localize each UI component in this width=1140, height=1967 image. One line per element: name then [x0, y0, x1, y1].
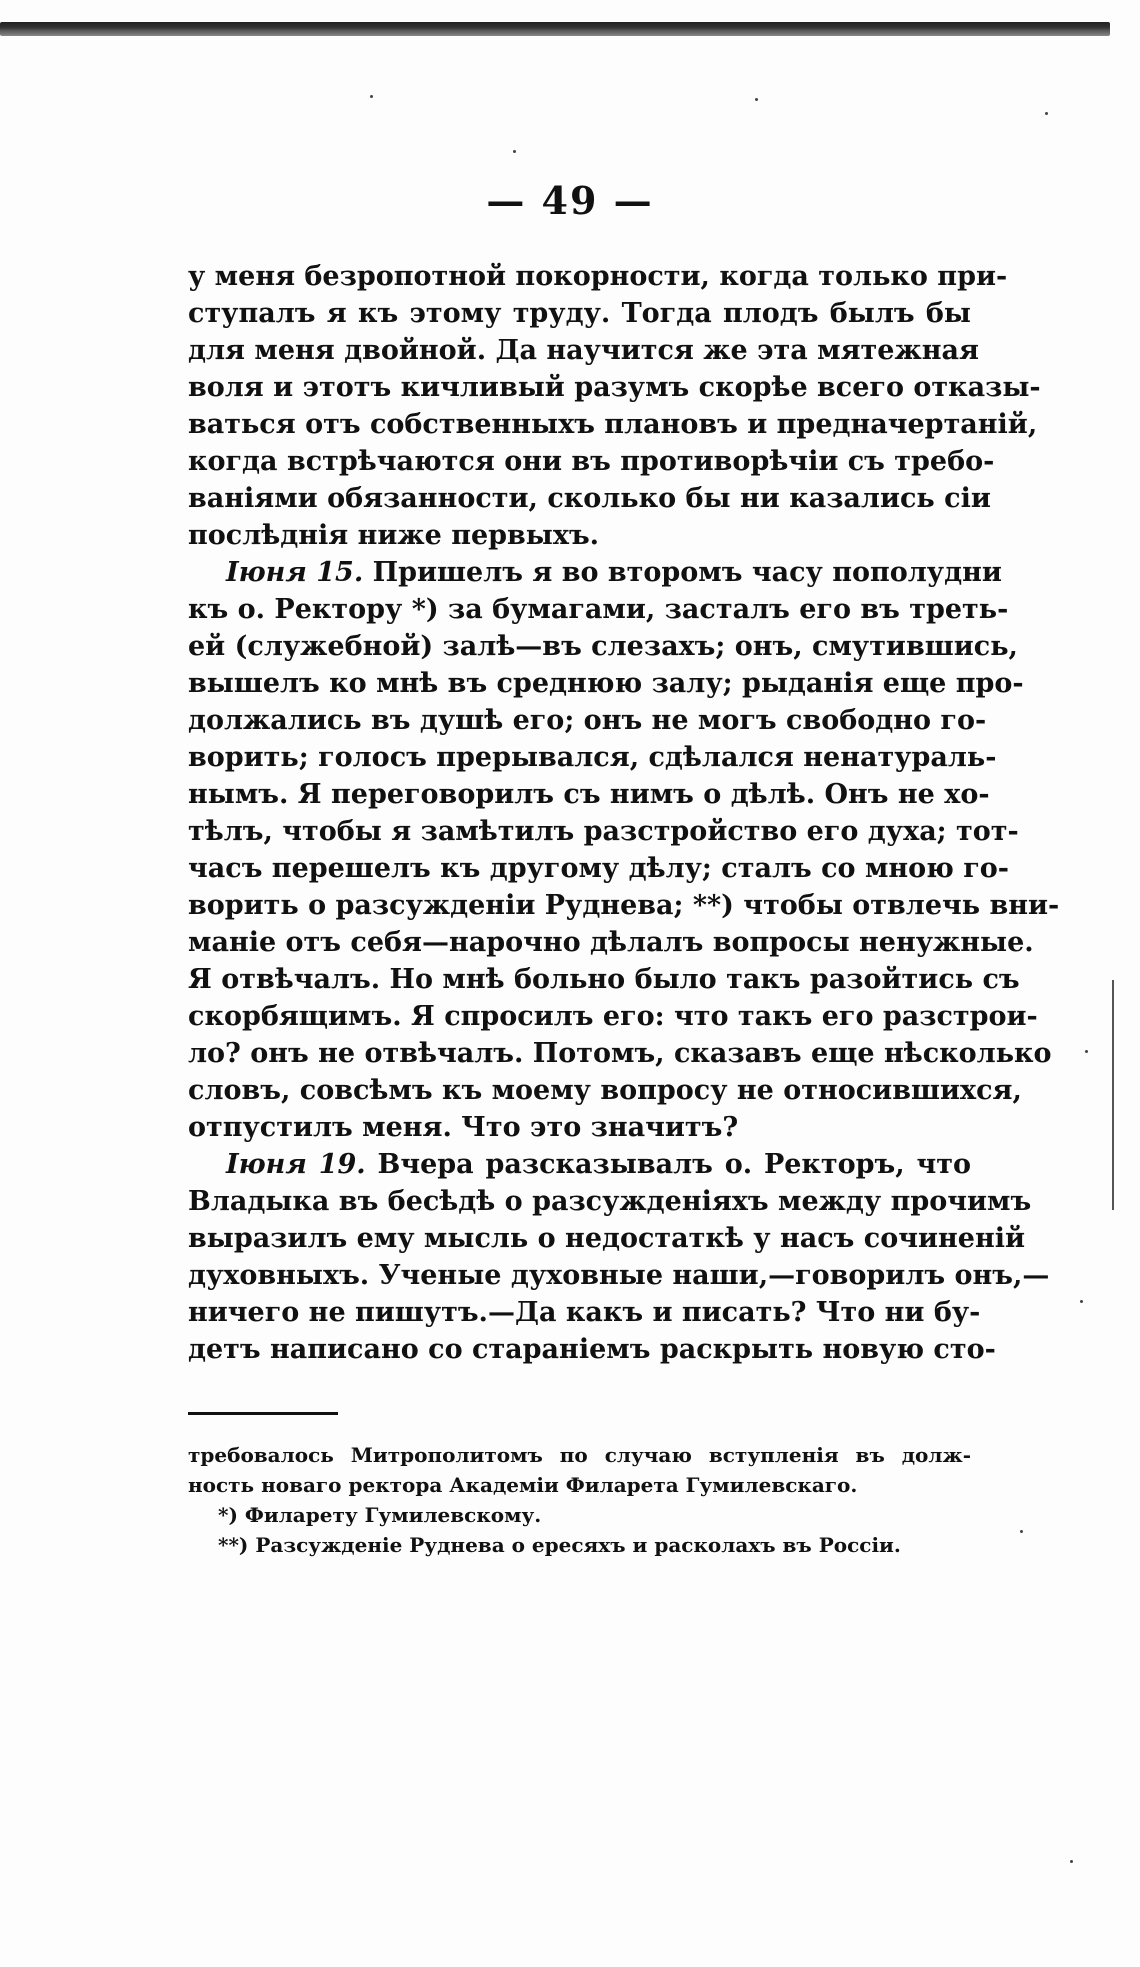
- footnote-divider: [188, 1412, 338, 1415]
- footnote-line: требовалось Митрополитомъ по случаю вступленія въ долж-: [188, 1443, 971, 1467]
- text-line: Я отвѣчалъ. Но мнѣ больно было такъ разойтись съ: [188, 964, 1020, 995]
- text-line: отпустилъ меня. Что это значитъ?: [188, 1112, 739, 1143]
- text-line: ло? онъ не отвѣчалъ. Потомъ, сказавъ еще нѣсколько: [188, 1038, 1052, 1069]
- footnote-line: **) Разсужденіе Руднева о ересяхъ и расколахъ въ Россіи.: [218, 1533, 901, 1557]
- entry-june-19-first-line: [188, 1146, 971, 1183]
- entry-date: Іюня 19.: [226, 1149, 366, 1180]
- text-line: воля и этотъ кичливый разумъ скорѣе всего отказы-: [188, 372, 1041, 403]
- scan-speck: [755, 98, 758, 101]
- text-line: у меня безропотной покорности, когда только при-: [188, 261, 1008, 292]
- text-line: духовныхъ. Ученые духовные наши,—говорилъ онъ,—: [188, 1260, 1050, 1291]
- scan-speck: [1020, 1530, 1023, 1533]
- entry-june-15-first-line: [188, 554, 1002, 591]
- scan-speck: [1085, 1050, 1088, 1053]
- scan-speck: [513, 150, 516, 153]
- text-line: къ о. Ректору *) за бумагами, засталъ его въ треть-: [188, 594, 1009, 625]
- text-line: должались въ душѣ его; онъ не могъ свободно го-: [188, 705, 987, 736]
- scan-speck: [1080, 1300, 1083, 1303]
- footnote-line: *) Филарету Гумилевскому.: [218, 1503, 542, 1527]
- text-line: скорбящимъ. Я спросилъ его: что такъ его разстрои-: [188, 1001, 1038, 1032]
- text-line: детъ написано со стараніемъ раскрыть новую сто-: [188, 1334, 996, 1365]
- scan-edge-mark: [1112, 980, 1114, 1210]
- top-border-rule: [0, 22, 1110, 36]
- text-line: когда встрѣчаются они въ противорѣчіи съ требо-: [188, 446, 995, 477]
- text-line: ваться отъ собственныхъ плановъ и предначертаній,: [188, 409, 1038, 440]
- text-line: ворить о разсужденіи Руднева; **) чтобы отвлечь вни-: [188, 890, 1060, 921]
- text-line: нымъ. Я переговорилъ съ нимъ о дѣлѣ. Онъ не хо-: [188, 779, 990, 810]
- entry-text: Вчера разсказывалъ о. Ректоръ, что: [365, 1149, 972, 1180]
- page-number: — 49 —: [486, 178, 654, 223]
- text-line: ничего не пишутъ.—Да какъ и писать? Что ни бу-: [188, 1297, 981, 1328]
- scan-speck: [1070, 1860, 1073, 1863]
- text-line: маніе отъ себя—нарочно дѣлалъ вопросы ненужные.: [188, 927, 1034, 958]
- text-line: ваніями обязанности, сколько бы ни казались сіи: [188, 483, 991, 514]
- footnotes: [188, 1440, 971, 1560]
- footnote-line: ность новаго ректора Академіи Филарета Гумилевскаго.: [188, 1473, 858, 1497]
- scan-speck: [370, 95, 373, 98]
- text-line: выразилъ ему мысль о недостаткѣ у насъ сочиненій: [188, 1223, 1025, 1254]
- body-text: [188, 258, 1060, 1368]
- text-line: ворить; голосъ прерывался, сдѣлался ненатураль-: [188, 742, 997, 773]
- text-line: часъ перешелъ къ другому дѣлу; сталъ со мною го-: [188, 853, 1010, 884]
- entry-text: Пришелъ я во второмъ часу пополудни: [363, 557, 1002, 588]
- scan-speck: [1045, 112, 1048, 115]
- text-line: вышелъ ко мнѣ въ среднюю залу; рыданія еще про-: [188, 668, 1024, 699]
- text-line: ей (служебной) залѣ—въ слезахъ; онъ, смутившись,: [188, 631, 1018, 662]
- text-line: Владыка въ бесѣдѣ о разсужденіяхъ между прочимъ: [188, 1186, 1032, 1217]
- text-line: послѣднія ниже первыхъ.: [188, 520, 600, 551]
- entry-date: Іюня 15.: [226, 557, 364, 588]
- text-line: ступалъ я къ этому труду. Тогда плодъ былъ бы: [188, 298, 971, 329]
- text-line: словъ, совсѣмъ къ моему вопросу не относившихся,: [188, 1075, 1022, 1106]
- text-line: тѣлъ, чтобы я замѣтилъ разстройство его духа; тот-: [188, 816, 1019, 847]
- text-line: для меня двойной. Да научится же эта мятежная: [188, 335, 979, 366]
